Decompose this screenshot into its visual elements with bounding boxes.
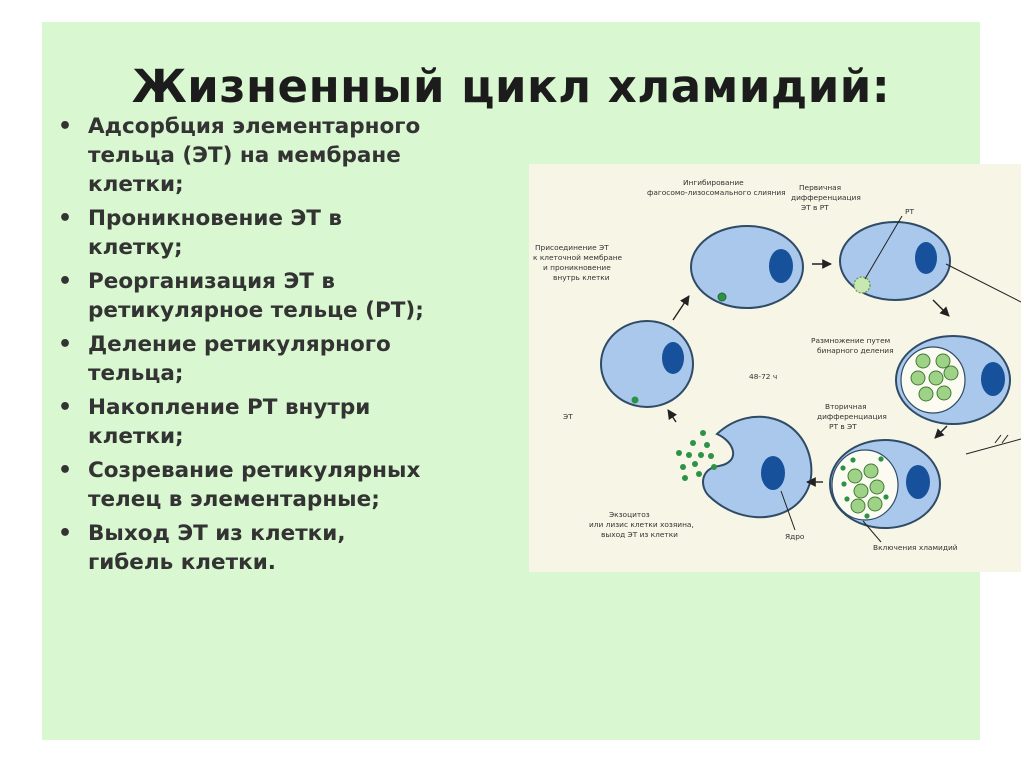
bullet-item [54,112,524,199]
cell-secondary-diff [830,440,940,528]
cell-entry [691,226,803,308]
bullet-line: тельца (ЭТ) на мембране [88,143,401,168]
nucleus-icon [915,242,937,274]
label-et: ЭТ [563,412,573,421]
label-binary: Размножение путем [811,336,891,345]
label-secondary-diff: РТ в ЭТ [829,422,857,431]
label-inhibition: Ингибирование [683,178,744,187]
life-cycle-diagram [529,164,1021,572]
bullet-dot-icon: • [58,395,73,420]
label-exocytosis: выход ЭТ из клетки [601,530,678,539]
bullet-item [54,393,524,451]
label-inhibition: фагосомо-лизосомального слияния [647,188,786,197]
label-primary-diff: Первичная [799,183,842,192]
label-exocytosis: или лизис клетки хозяина, [589,520,694,529]
label-attach: и проникновение [543,263,611,272]
slide-title: Жизненный цикл хламидий: [131,60,891,113]
bullet-dot-icon: • [58,332,73,357]
bullet-item [54,456,524,514]
bullet-item [54,330,524,388]
label-exocytosis: Экзоцитоз [609,510,650,519]
elementary-body-icon [632,397,639,404]
label-primary-diff: дифференциация [791,193,861,202]
bullet-dot-icon: • [58,521,73,546]
nucleus-icon [769,249,793,283]
bullet-line: Реорганизация ЭТ в [88,269,335,294]
reticulate-body-icon [854,277,870,293]
cell-binary-division [896,336,1010,424]
bullet-dot-icon: • [58,269,73,294]
bullet-item [54,519,524,577]
bullet-line: Проникновение ЭТ в [88,206,343,231]
label-inclusions: Включения хламидий [873,543,958,552]
bullet-line: Выход ЭТ из клетки, [88,521,346,546]
bullet-dot-icon: • [58,114,73,139]
bullet-line: Накопление РТ внутри [88,395,371,420]
elementary-body-icon [718,293,726,301]
nucleus-icon [906,465,930,499]
bullet-line: гибель клетки. [88,550,276,575]
bullet-line: клетки; [88,424,184,449]
bullet-line: тельца; [88,361,184,386]
label-attach: внутрь клетки [553,273,610,282]
cell-primary-diff [840,222,950,300]
nucleus-icon [981,362,1005,396]
bullet-line: Созревание ретикулярных [88,458,421,483]
slide [42,22,980,740]
label-nucleus: Ядро [785,532,805,541]
cell-host-new [601,321,693,407]
bullet-line: Адсорбция элементарного [88,114,421,139]
bullet-line: телец в элементарные; [88,487,380,512]
bullet-item [54,267,524,325]
label-rt: РТ [905,207,914,216]
label-attach: к клеточной мембране [533,253,623,262]
label-secondary-diff: дифференциация [817,412,887,421]
bullet-dot-icon: • [58,206,73,231]
label-hours: 48-72 ч [749,372,778,381]
bullet-list [54,112,524,582]
bullet-dot-icon: • [58,458,73,483]
cell-exocytosis [676,417,811,517]
label-binary: бинарного деления [817,346,894,355]
diagram-canvas [529,164,1021,572]
bullet-line: клетку; [88,235,183,260]
bullet-item [54,204,524,262]
label-primary-diff: ЭТ в РТ [801,203,829,212]
bullet-line: клетки; [88,172,184,197]
bullet-line: ретикулярное тельце (РТ); [88,298,424,323]
label-secondary-diff: Вторичная [825,402,867,411]
nucleus-icon [761,456,785,490]
nucleus-icon [662,342,684,374]
label-attach: Присоединение ЭТ [535,243,609,252]
bullet-line: Деление ретикулярного [88,332,391,357]
